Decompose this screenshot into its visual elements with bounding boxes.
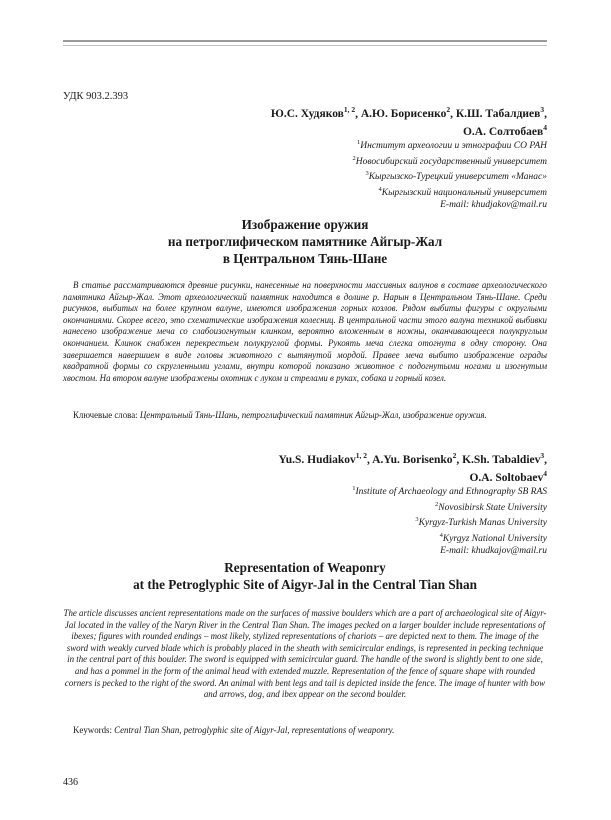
keywords-label: Ключевые слова: <box>73 410 138 420</box>
title-line: Изображение оружия <box>241 217 369 232</box>
author-sup: 2 <box>446 105 451 114</box>
affiliations-ru <box>353 137 547 211</box>
title-line: на петроглифическом памятнике Айгыр-Жал <box>167 234 443 249</box>
affiliation-text: Кыргызский национальный университет <box>381 188 547 199</box>
author-sep: , <box>456 453 463 466</box>
affiliations-en <box>352 483 547 557</box>
page-number: 436 <box>63 777 78 788</box>
keywords-text: Central Tian Shan, petroglyphic site of Aigyr-Jal, representations of weaponry. <box>114 725 395 735</box>
affiliation-text: Кыргызско-Турецкий университет «Манас» <box>368 172 547 183</box>
author-sep: , <box>355 107 361 120</box>
authors-ru-line1 <box>271 103 547 121</box>
author-sup: 1, 2 <box>355 451 368 460</box>
authors-ru <box>271 103 547 139</box>
authors-en <box>279 449 547 485</box>
author-sup: 4 <box>543 122 547 132</box>
author-name: О.А. Солтобаев <box>462 125 544 138</box>
affiliation-sup: 1 <box>357 139 361 146</box>
email-en[interactable]: E-mail: khudkajov@mail.ru <box>440 545 547 556</box>
udk-code: УДК 903.2.393 <box>63 91 129 102</box>
affiliation <box>353 168 547 184</box>
abstract-ru: В статье рассматриваются древние рисунки, нанесенные на поверхности массивных валунов в составе археологического памятника Айгыр-Жал. Этот археологический памятник находится в долине р. Нарын в Центральном Тянь-Шане. Среди рисунков, выбитых на более крупном валуне, имеются изображения горных козлов. Рядом выбиты фигуры с округлыми окончаниями. Скорее всего, это схематические изображения колесниц. В центральной части этого валуна техникой выбивки нанесено изображение меча со слабоизогнутым клинком, вероятно вложенным в ножны, оканчивающееся полукруглым окончанием. Клинок снабжен перекрестьем полукруглой формы. Рукоять меча слегка отогнута в одну сторону. Она завершается навершием в виде головы животного с вытянутой мордой. Правее меча выбито изображение ограды квадратной формы со скругленными углами, внутри которой показано животное с подогнутыми ногами и изогнутым хвостом. На втором валуне изображены охотник с луком и стрелами в руках, собака и горный козел. <box>63 280 547 383</box>
affiliation <box>352 499 547 515</box>
author-sep: , <box>544 453 547 466</box>
author-name: К.Ш. Табалдиев <box>455 107 541 120</box>
authors-en-line2 <box>279 467 547 485</box>
keywords-text: Центральный Тянь-Шань, петроглифический памятник Айгыр-Жал, изображение оружия. <box>139 410 487 420</box>
keywords-en <box>73 725 547 736</box>
title-ru <box>63 216 547 267</box>
title-line: в Центральном Тянь-Шане <box>222 251 388 266</box>
affiliation-sup: 2 <box>435 500 439 508</box>
author-name: A.Yu. Borisenko <box>372 453 453 466</box>
affiliation <box>352 483 547 499</box>
affiliation <box>353 184 547 200</box>
affiliation <box>352 514 547 530</box>
affiliation-sup: 3 <box>415 516 419 524</box>
author-sup: 3 <box>540 451 545 460</box>
author-sep: , <box>450 107 456 120</box>
affiliation-text: Институт археологии и этнографии СО РАН <box>360 141 547 152</box>
author-name: А.Ю. Борисенко <box>360 107 447 120</box>
affiliation-text: Institute of Archaeology and Ethnography SB RAS <box>355 487 547 498</box>
keywords-ru <box>73 410 547 421</box>
affiliation-text: Kyrgyz National University <box>442 534 547 545</box>
author-name: K.Sh. Tabaldiev <box>462 453 541 466</box>
affiliation-text: Новосибирский государственный университет <box>355 156 547 167</box>
author-sup: 3 <box>540 105 545 114</box>
affiliation <box>353 137 547 153</box>
authors-ru-line2 <box>271 121 547 139</box>
author-sup: 4 <box>543 468 547 478</box>
affiliation <box>352 530 547 546</box>
abstract-en: The article discusses ancient representations made on the surfaces of massive boulders which are a part of archaeological site of Aigyr-Jal located in the valley of the Naryn River in the Central Tian Shan. The images pecked on a larger boulder include representations of ibexes; figures with rounded endings – most likely, stylized representations of chariots – are depicted next to them. The image of the sword with weakly curved blade which is probably placed in the sheath with semicircular endings, is represented in pecking technique in the central part of this boulder. The sword is equipped with semicircular guard. The handle of the sword is slightly bent to one side, and has a pommel in the form of the animal head with extended muzzle. Representation of the fence of square shape with rounded corners is pecked to the right of the sword. An animal with bent legs and tail is depicted inside the fence. The image of hunter with bow and arrows, dog, and ibex appear on the second boulder. <box>63 608 547 700</box>
title-line: Representation of Weaponry <box>224 560 386 575</box>
title-line: at the Petroglyphic Site of Aigyr-Jal in the Central Tian Shan <box>133 577 477 592</box>
affiliation-text: Kyrgyz-Turkish Manas University <box>418 518 547 529</box>
author-sep: , <box>544 107 547 120</box>
affiliation-sup: 4 <box>439 531 443 539</box>
author-sup: 2 <box>452 451 457 460</box>
affiliation-sup: 2 <box>352 154 356 162</box>
author-sep: , <box>367 453 373 466</box>
author-name: O.A. Soltobaev <box>469 471 544 484</box>
affiliation-sup: 3 <box>365 170 369 178</box>
email-ru[interactable]: E-mail: khudjakov@mail.ru <box>440 199 547 210</box>
author-name: Ю.С. Худяков <box>270 107 344 120</box>
header-rule <box>63 40 547 42</box>
title-en <box>63 559 547 593</box>
header-rule-thin <box>63 45 547 46</box>
authors-en-line1 <box>279 449 547 467</box>
affiliation-sup: 1 <box>352 485 356 492</box>
author-name: Yu.S. Hudiakov <box>278 453 356 466</box>
author-sup: 1, 2 <box>343 105 356 114</box>
keywords-label: Keywords: <box>73 725 112 735</box>
affiliation-sup: 4 <box>378 185 382 193</box>
affiliation-text: Novosibirsk State University <box>438 502 547 513</box>
affiliation <box>353 153 547 169</box>
